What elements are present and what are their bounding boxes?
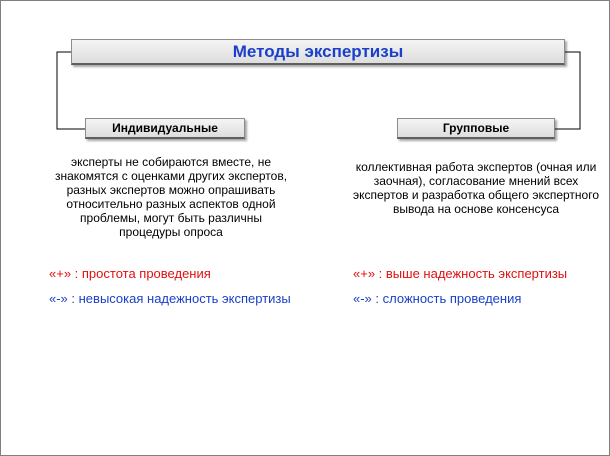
individual-disadvantage: «-» : невысокая надежность экспертизы — [49, 291, 291, 306]
category-group-box — [397, 118, 555, 139]
individual-advantage: «+» : простота проведения — [49, 266, 211, 281]
group-advantage: «+» : выше надежность экспертизы — [353, 266, 568, 281]
diagram-title — [71, 39, 565, 65]
diagram-title-text: Методы экспертизы — [232, 41, 404, 61]
individual-description: эксперты не собираются вместе, не знакомятся с оценками других экспертов, разных экспертов можно опрашивать относительно разных аспектов одной проблемы, могут быть различны процедуры опроса — [54, 155, 288, 239]
category-individual-box — [85, 118, 245, 139]
category-group-label: Групповые — [442, 121, 510, 135]
category-individual-label: Индивидуальные — [112, 121, 218, 135]
group-description: коллективная работа экспертов (очная или заочная), согласование мнений всех экспертов и разработка общего экспертного вывода на основе консенсуса — [353, 160, 599, 216]
group-disadvantage: «-» : сложность проведения — [353, 291, 522, 306]
